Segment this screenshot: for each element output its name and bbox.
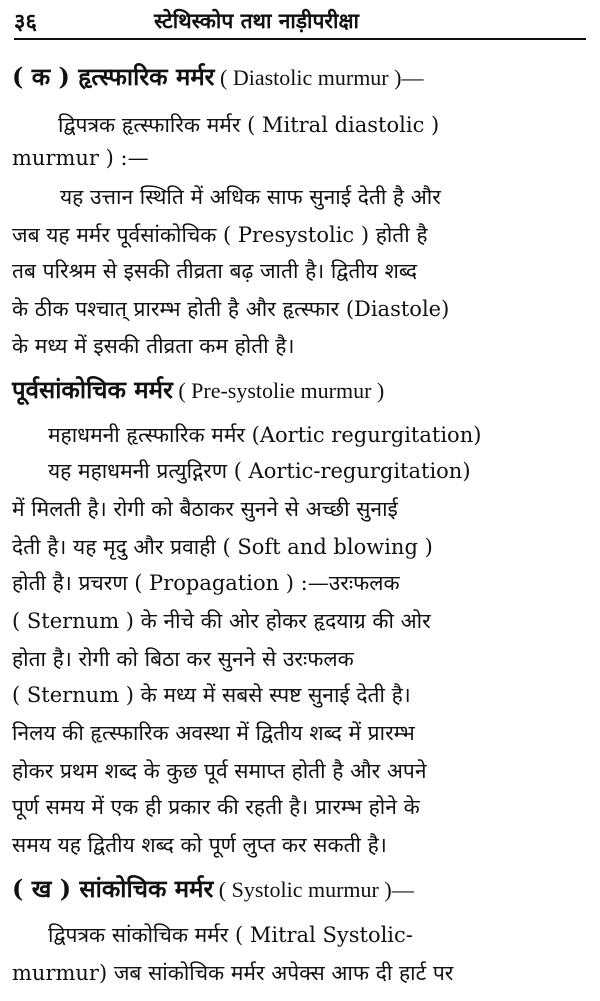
heading-devanagari: ( क ) हृत्स्फारिक मर्मर xyxy=(12,62,215,91)
body-line: यह उत्तान स्थिति में अधिक साफ सुनाई देती है और xyxy=(60,185,441,209)
heading-devanagari: ( ख ) सांकोचिक मर्मर xyxy=(12,874,214,903)
heading-english: ( Systolic murmur )— xyxy=(213,877,414,902)
body-line: जब यह मर्मर पूर्वसांकोचिक ( Presystolic ) होती है xyxy=(12,223,428,247)
body-line: देती है। यह मृदु और प्रवाही ( Soft and blowing ) xyxy=(12,535,433,559)
body-line: murmur) जब सांकोचिक मर्मर अपेक्स आफ दी हार्ट पर xyxy=(12,961,454,985)
body-line: ( Sternum ) के मध्य में सबसे स्पष्ट सुनाई देती है। xyxy=(12,683,411,707)
body-line: होकर प्रथम शब्द के कुछ पूर्व समाप्त होती है और अपने xyxy=(12,759,427,783)
heading-english: ( Diastolic murmur )— xyxy=(214,65,424,90)
section-heading-ka xyxy=(12,62,423,93)
body-line: तब परिश्रम से इसकी तीव्रता बढ़ जाती है। द्वितीय शब्द xyxy=(12,259,418,283)
running-head: स्टेथिस्कोप तथा नाड़ीपरीक्षा xyxy=(154,8,359,33)
body-line: पूर्ण समय में एक ही प्रकार की रहती है। प्रारम्भ होने के xyxy=(12,795,420,819)
section-heading-presystolic xyxy=(12,375,384,406)
heading-devanagari: पूर्वसांकोचिक मर्मर xyxy=(12,375,173,404)
body-line: के ठीक पश्चात् प्रारम्भ होती है और हृत्स्फार (Diastole) xyxy=(12,297,450,321)
body-line: के मध्य में इसकी तीव्रता कम होती है। xyxy=(12,334,295,358)
body-line: में मिलती है। रोगी को बैठाकर सुनने से अच्छी सुनाई xyxy=(12,497,398,521)
body-line: ( Sternum ) के नीचे की ओर होकर हृदयाग्र की ओर xyxy=(12,609,431,633)
body-line: द्विपत्रक हृत्स्फारिक मर्मर ( Mitral diastolic ) xyxy=(58,113,440,137)
body-line: द्विपत्रक सांकोचिक मर्मर ( Mitral Systolic- xyxy=(48,923,413,947)
section-heading-kha xyxy=(12,874,414,905)
body-line: होती है। प्रचरण ( Propagation ) :—उरःफलक xyxy=(12,571,400,595)
body-line: होता है। रोगी को बिठा कर सुनने से उरःफलक xyxy=(12,647,354,671)
body-line: महाधमनी हृत्स्फारिक मर्मर (Aortic regurgitation) xyxy=(48,423,482,447)
page-header xyxy=(14,4,586,40)
body-line: murmur ) :— xyxy=(12,146,149,170)
heading-english: ( Pre-systolie murmur ) xyxy=(172,378,385,403)
body-line: निलय की हृत्स्फारिक अवस्था में द्वितीय शब्द में प्रारम्भ xyxy=(12,721,415,745)
body-line: यह महाधमनी प्रत्युद्गिरण ( Aortic-regurgitation) xyxy=(48,459,471,483)
body-line: समय यह द्वितीय शब्द को पूर्ण लुप्त कर सकती है। xyxy=(12,833,387,857)
page-number: ३६ xyxy=(14,9,37,35)
